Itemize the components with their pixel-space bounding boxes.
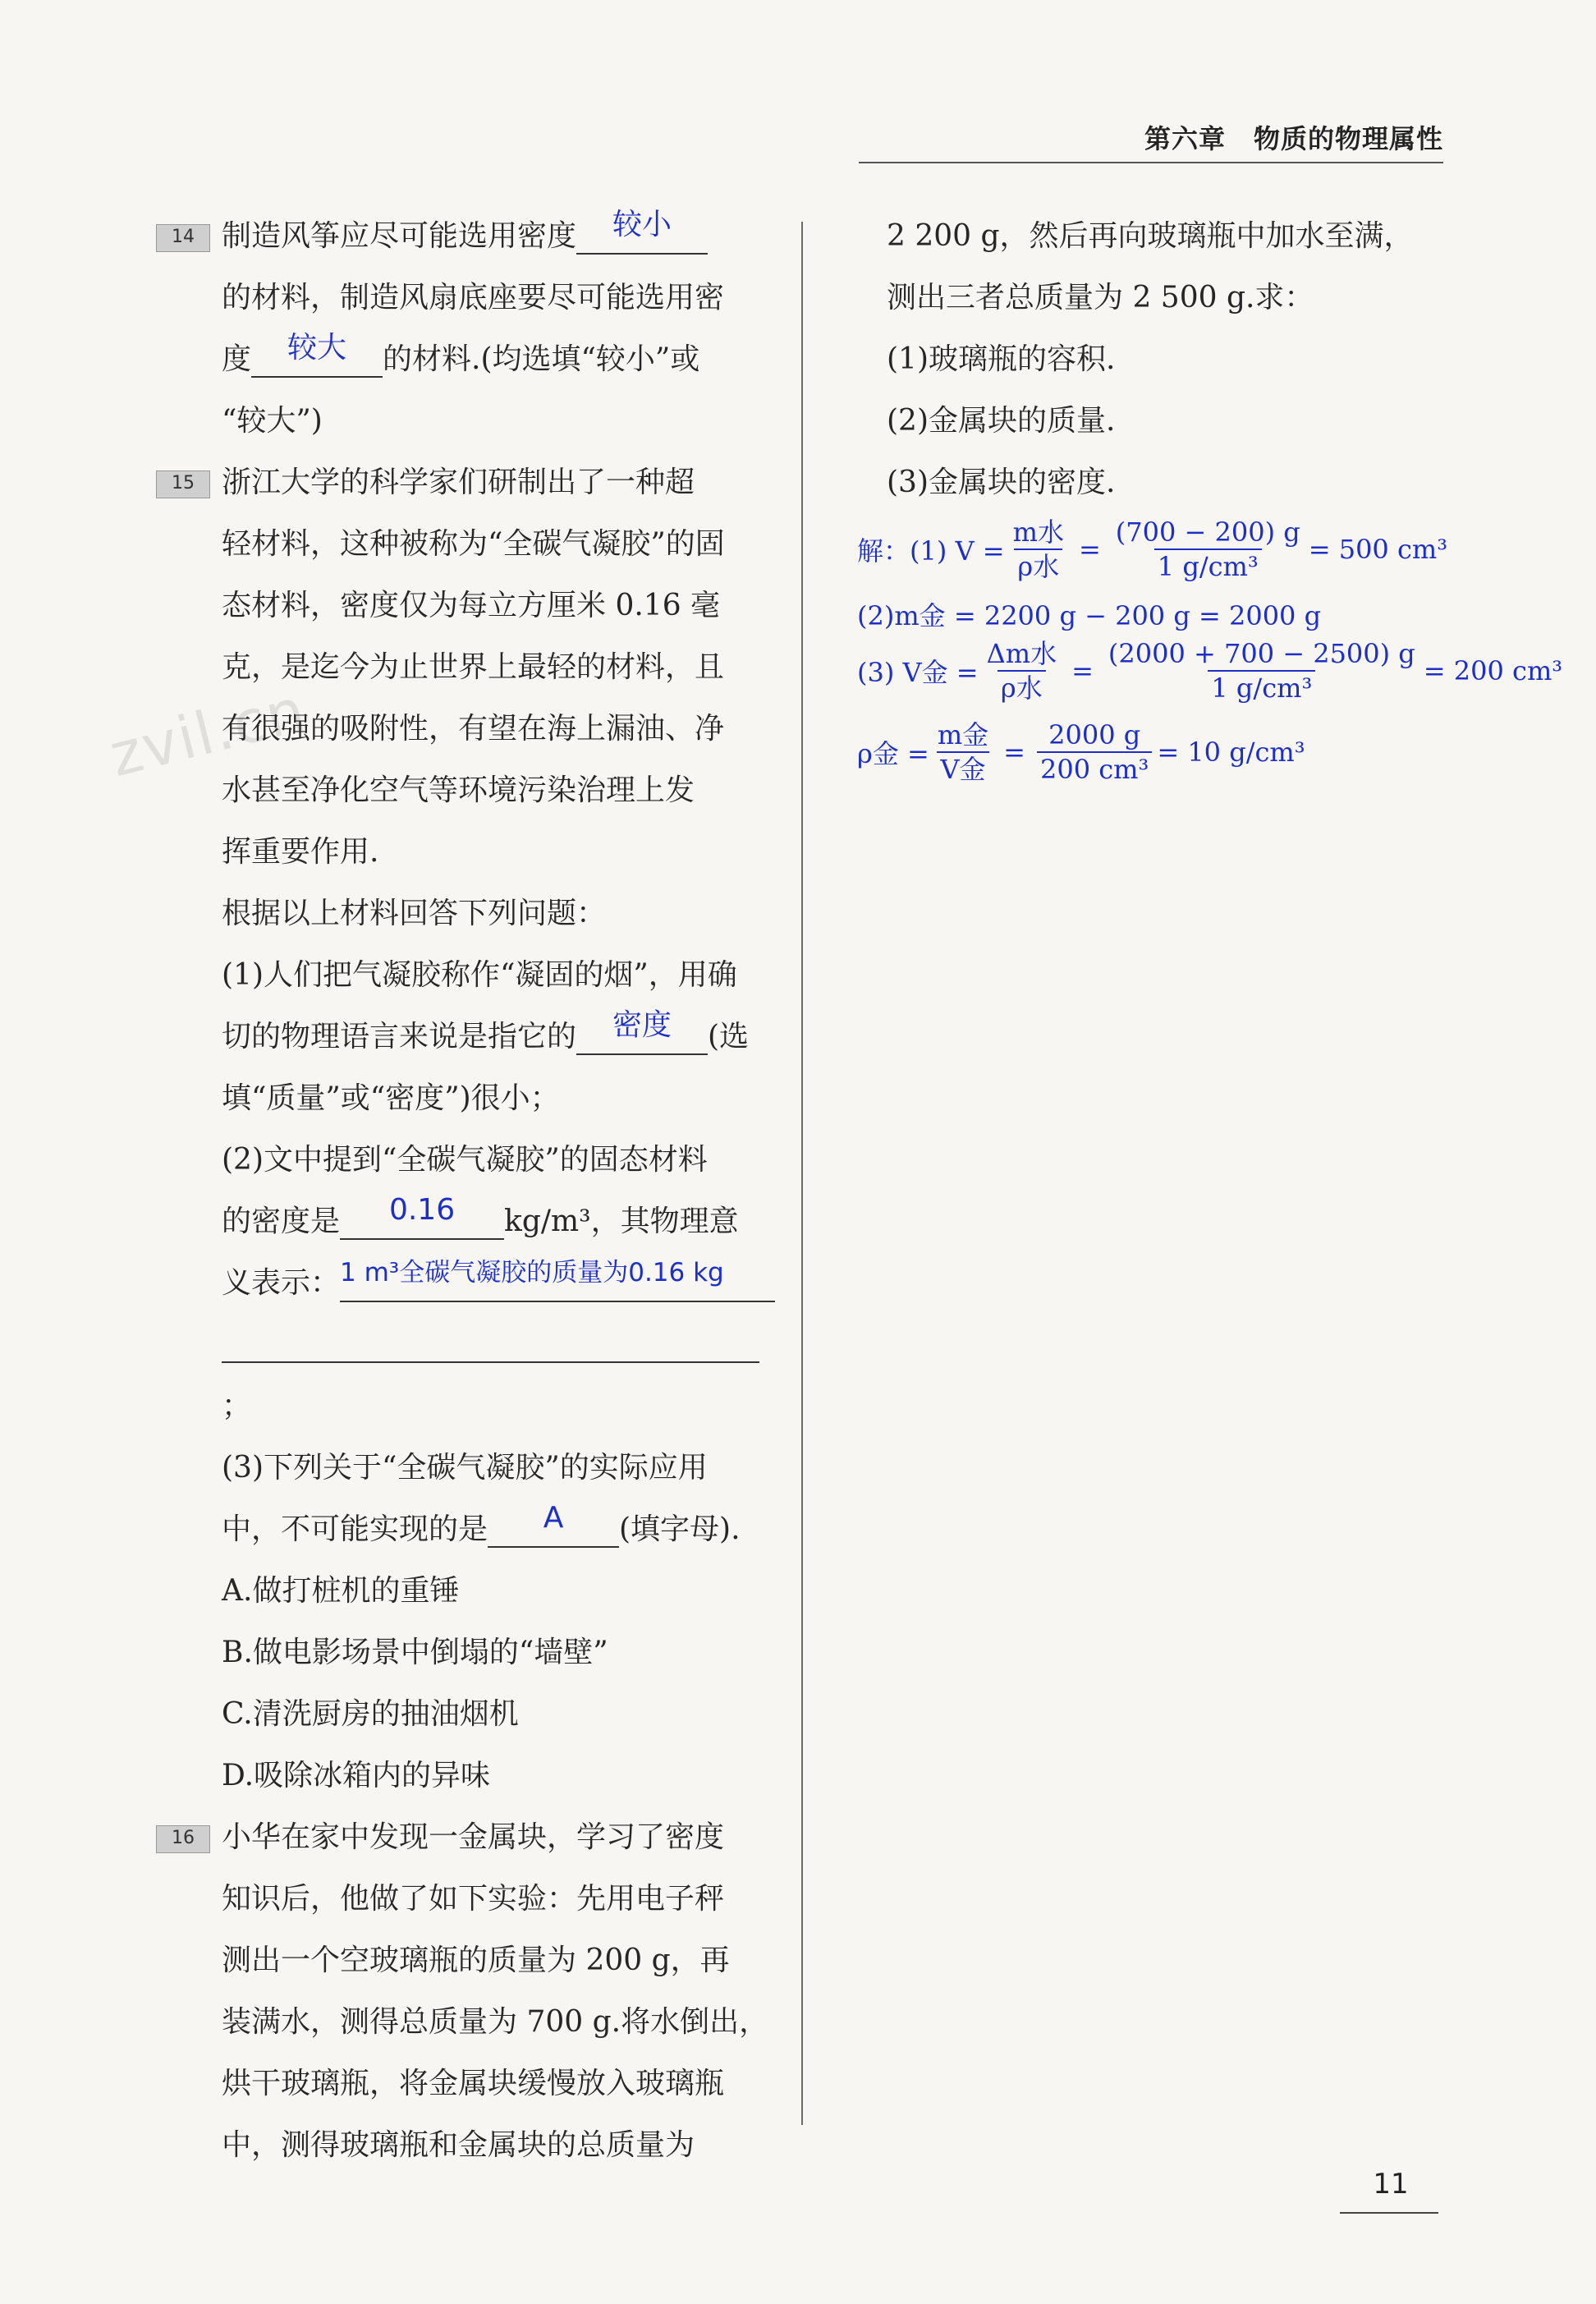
- solution-line-2: (2)m金 = 2200 g − 200 g = 2000 g: [857, 600, 1322, 631]
- sub-question-text: 义表示：: [222, 1266, 341, 1300]
- answer-blank[interactable]: [340, 1258, 775, 1302]
- sub-question-text: 的密度是: [222, 1205, 341, 1238]
- sub-question-text: kg/m³，其物理意: [504, 1205, 739, 1238]
- right-column: [857, 205, 1497, 513]
- question-number: 14: [156, 224, 210, 252]
- sub-question-text: (选: [708, 1020, 750, 1053]
- passage-line: 有很强的吸附性，有望在海上漏油、净: [222, 712, 725, 746]
- answer-blank[interactable]: [576, 1008, 708, 1055]
- problem-line: 知识后，他做了如下实验：先用电子秤: [222, 1882, 725, 1916]
- sub-question-text: 中，不可能实现的是: [222, 1512, 488, 1546]
- problem-line: 测出一个空玻璃瓶的质量为 200 g，再: [222, 1944, 730, 1977]
- problem-continuation: 2 200 g，然后再向玻璃瓶中加水至满，: [887, 219, 1414, 253]
- chapter-label: 第六章: [1144, 123, 1226, 154]
- sub-question-text: (填字母).: [619, 1512, 741, 1546]
- header-rule: [859, 162, 1443, 163]
- fraction: $\frac{\text{m金}}{\text{V金}}$: [937, 719, 989, 785]
- passage-line: 态材料，密度仅为每立方厘米 0.16 毫: [222, 589, 721, 622]
- solution-text: (3) V金 =: [857, 657, 979, 688]
- answer-blank[interactable]: [340, 1193, 504, 1240]
- question-text: 的材料，制造风扇底座要尽可能选用密: [222, 281, 725, 314]
- watermark: zvil.cn: [103, 674, 314, 791]
- fraction: $\frac{(2000 + 700 - 2500) g}{\text{1 g/cm³}}$: [1108, 638, 1415, 704]
- passage-line: 浙江大学的科学家们研制出了一种超: [222, 466, 695, 499]
- solution-line-1: 解：(1) V = $\frac{\text{m水}}{\text{ρ水}}$ = $\frac{(700 - 200) g}{\text{1 g/cm³}}$ = 500 cm³: [857, 516, 1448, 582]
- column-divider: [801, 222, 803, 2125]
- question-number: 16: [156, 1825, 210, 1853]
- sub-question-text: 填“质量”或“密度”)很小；: [222, 1081, 560, 1115]
- option-a: A.做打桩机的重锤: [222, 1574, 460, 1608]
- fraction: $\frac{(700 - 200) g}{\text{1 g/cm³}}$: [1115, 516, 1300, 582]
- solution-text: 解：(1) V =: [857, 535, 1005, 567]
- option-c: C.清洗厨房的抽油烟机: [222, 1697, 519, 1731]
- question-14: [156, 205, 780, 452]
- problem-line: 小华在家中发现一金属块，学习了密度: [222, 1820, 725, 1854]
- chapter-header: [1144, 118, 1443, 156]
- handwritten-answer: 较大: [287, 331, 347, 365]
- solution-result: = 500 cm³: [1308, 534, 1448, 565]
- fraction: $\frac{2000 g}{\text{200 cm³}}$: [1037, 718, 1152, 786]
- sub-question-3: (3)金属块的密度.: [887, 466, 1116, 499]
- option-d: D.吸除冰箱内的异味: [222, 1759, 491, 1792]
- option-b: B.做电影场景中倒塌的“墙壁”: [222, 1636, 608, 1669]
- solution-text: ρ金 =: [857, 738, 929, 769]
- question-intro: 根据以上材料回答下列问题：: [222, 897, 607, 930]
- answer-blank[interactable]: [251, 331, 383, 378]
- answer-blank[interactable]: [222, 1329, 759, 1363]
- passage-line: 挥重要作用.: [222, 835, 379, 869]
- handwritten-answer: 1 m³全碳气凝胶的质量为0.16 kg: [340, 1258, 724, 1287]
- handwritten-answer: 密度: [612, 1008, 672, 1042]
- problem-line: 装满水，测得总质量为 700 g.将水倒出，: [222, 2005, 769, 2039]
- question-text: 的材料.(均选填“较小”或: [383, 342, 700, 376]
- sub-question-text: 切的物理语言来说是指它的: [222, 1020, 577, 1053]
- question-text: “较大”): [222, 404, 323, 438]
- fraction: $\frac{\text{Δm水}}{\text{ρ水}}$: [986, 638, 1057, 704]
- chapter-title: 物质的物理属性: [1253, 123, 1443, 154]
- answer-blank[interactable]: [488, 1501, 619, 1548]
- passage-line: 轻材料，这种被称为“全碳气凝胶”的固: [222, 527, 725, 561]
- handwritten-answer: A: [543, 1501, 564, 1535]
- answer-blank[interactable]: [576, 208, 708, 255]
- problem-line: 烘干玻璃瓶，将金属块缓慢放入玻璃瓶: [222, 2067, 725, 2100]
- solution-result: = 10 g/cm³: [1157, 737, 1305, 768]
- problem-line: 中，测得玻璃瓶和金属块的总质量为: [222, 2128, 695, 2162]
- sub-question-text: (3)下列关于“全碳气凝胶”的实际应用: [222, 1451, 708, 1485]
- handwritten-answer: 较小: [612, 208, 672, 241]
- passage-line: 水甚至净化空气等环境污染治理上发: [222, 773, 695, 807]
- solution-line-3: (3) V金 = $\frac{\text{Δm水}}{\text{ρ水}}$ = $\frac{(2000 + 700 - 2500) g}{\text{1 g/cm³}}$ = 200 cm³: [857, 638, 1563, 704]
- punctuation: ；: [222, 1389, 252, 1423]
- question-15: [156, 452, 780, 1806]
- solution-result: = 200 cm³: [1423, 655, 1563, 686]
- sub-question-text: (2)文中提到“全碳气凝胶”的固态材料: [222, 1143, 708, 1177]
- page-number-rule: [1340, 2212, 1438, 2214]
- question-text: 制造风筝应尽可能选用密度: [222, 219, 577, 253]
- sub-question-2: (2)金属块的质量.: [887, 404, 1116, 438]
- problem-continuation: 测出三者总质量为 2 500 g.求：: [887, 281, 1314, 314]
- handwritten-answer: 0.16: [388, 1193, 456, 1227]
- left-column: [156, 205, 780, 2176]
- solution-line-4: ρ金 = $\frac{\text{m金}}{\text{V金}}$ = $\frac{2000 g}{\text{200 cm³}}$ = 10 g/cm³: [857, 719, 1305, 785]
- passage-line: 克，是迄今为止世界上最轻的材料，且: [222, 650, 725, 684]
- sub-question-text: (1)人们把气凝胶称作“凝固的烟”，用确: [222, 958, 737, 992]
- sub-question-1: (1)玻璃瓶的容积.: [887, 342, 1116, 376]
- fraction: $\frac{\text{m水}}{\text{ρ水}}$: [1012, 516, 1064, 582]
- page-number: 11: [1373, 2168, 1409, 2201]
- question-number: 15: [156, 470, 210, 498]
- question-16: [156, 1806, 780, 2176]
- question-text: 度: [222, 342, 252, 376]
